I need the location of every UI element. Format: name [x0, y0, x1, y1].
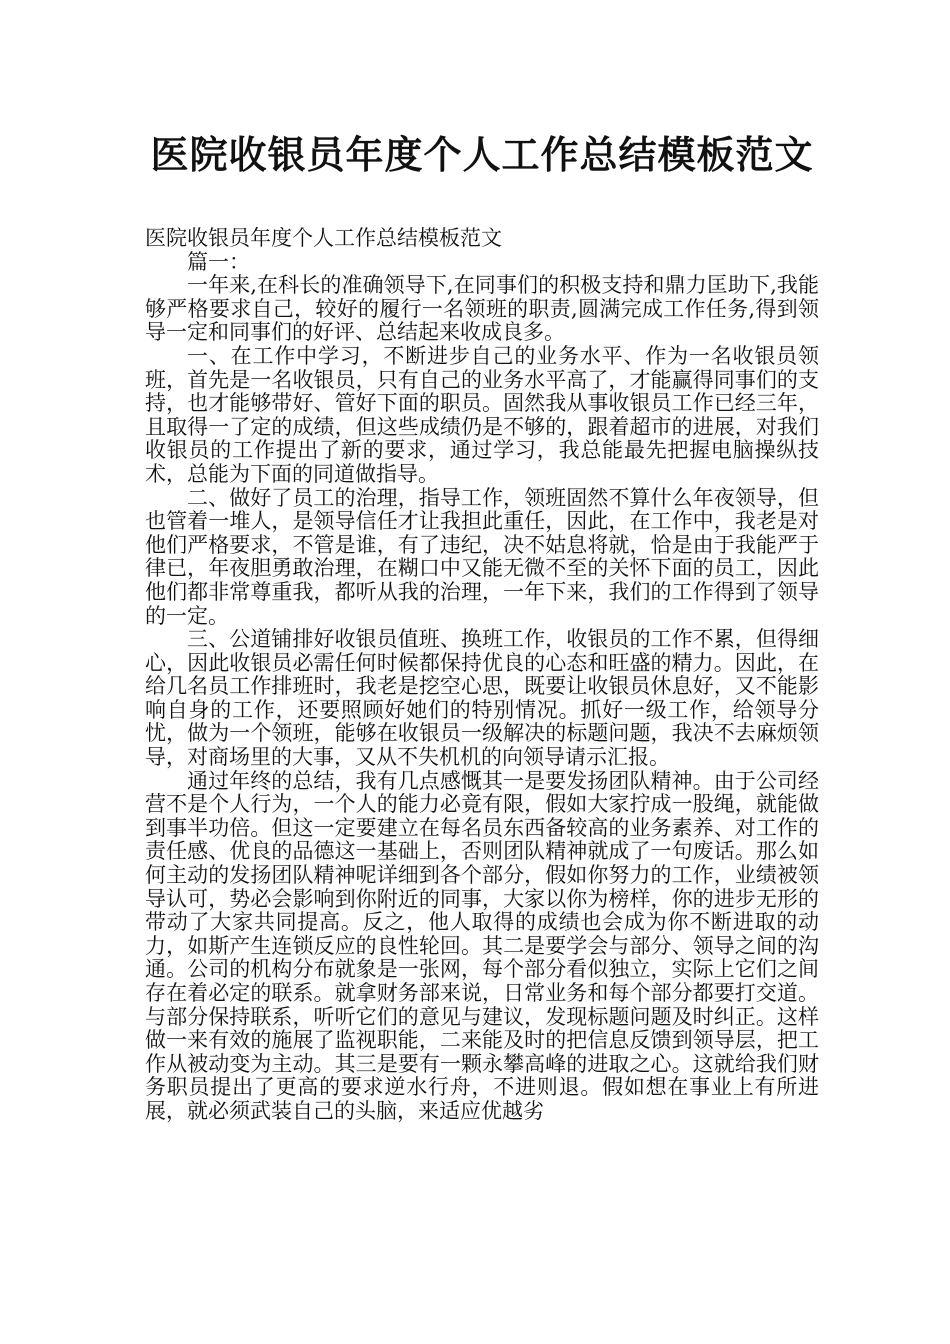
- document-subtitle: 医院收银员年度个人工作总结模板范文: [145, 226, 502, 250]
- paragraph: 一年来,在科长的准确领导下,在同事们的积极支持和鼎力匡助下,我能够严格要求自己，较好的履行一名领班的职责,圆满完成工作任务,得到领导一定和同事们的好评、总结起来收成良多。: [145, 273, 819, 345]
- document-body: [145, 227, 819, 1124]
- paragraph: 一、在工作中学习，不断进步自己的业务水平、作为一名收银员领班，首先是一名收银员，只有自己的业务水平高了，才能赢得同事们的支持，也才能够带好、管好下面的职员。固然我从事收银员工作已经三年，且取得一了定的成绩，但这些成绩仍是不够的，跟着超市的进展，对我们收银员的工作提出了新的要求，通过学习，我总能最先把握电脑操纵技术，总能为下面的同道做指导。: [145, 343, 819, 486]
- paragraph: 三、公道铺排好收银员值班、换班工作，收银员的工作不累，但得细心，因此收银员必需任何时候都保持优良的心态和旺盛的精力。因此，在给几名员工作排班时，我老是挖空心思，既要让收银员休息好，又不能影响自身的工作，还要照顾好她们的特别情况。抓好一级工作，给领导分忧，做为一个领班，能够在收银员一级解决的标题问题，我决不去麻烦领导，对商场里的大事，又从不失机机的向领导请示汇报。: [145, 627, 819, 770]
- paragraph: 二、做好了员工的治理，指导工作，领班固然不算什么年夜领导，但也管着一堆人，是领导信任才让我担此重任，因此，在工作中，我老是对他们严格要求，不管是谁，有了违纪，决不姑息将就，恰是由于我能严于律已，年夜胆勇敢治理，在糊口中又能无微不至的关怀下面的员工，因此他们都非常尊重我，都听从我的治理，一年下来，我们的工作得到了领导的一定。: [145, 485, 819, 628]
- document-title: 医院收银员年度个人工作总结模板范文: [150, 133, 814, 177]
- section-label: 篇一：: [187, 249, 250, 274]
- paragraph: 通过年终的总结，我有几点感慨其一是要发扬团队精神。由于公司经营不是个人行为，一个人的能力必竟有限，假如大家拧成一股绳，就能做到事半功倍。但这一定要建立在每名员东西备较高的业务素养、对工作的责任感、优良的品德这一基础上，否则团队精神就成了一句废话。那么如何主动的发扬团队精神呢详细到各个部分，假如你努力的工作，业绩被领导认可，势必会影响到你附近的同事，大家以你为榜样，你的进步无形的带动了大家共同提高。反之，他人取得的成绩也会成为你不断进取的动力，如斯产生连锁反应的良性轮回。其二是要学会与部分、领导之间的沟通。公司的机构分布就象是一张网，每个部分看似独立，实际上它们之间存在着必定的联系。就拿财务部来说，日常业务和每个部分都要打交道。与部分保持联系，听听它们的意见与建议，发现标题问题及时纠正。这样做一来有效的施展了监视职能，二来能及时的把信息反馈到领导层，把工作从被动变为主动。其三是要有一颗永攀高峰的进取之心。这就给我们财务职员提出了更高的要求逆水行舟，不进则退。假如想在事业上有所进展，就必须武装自己的头脑，来适应优越劣: [145, 768, 819, 1123]
